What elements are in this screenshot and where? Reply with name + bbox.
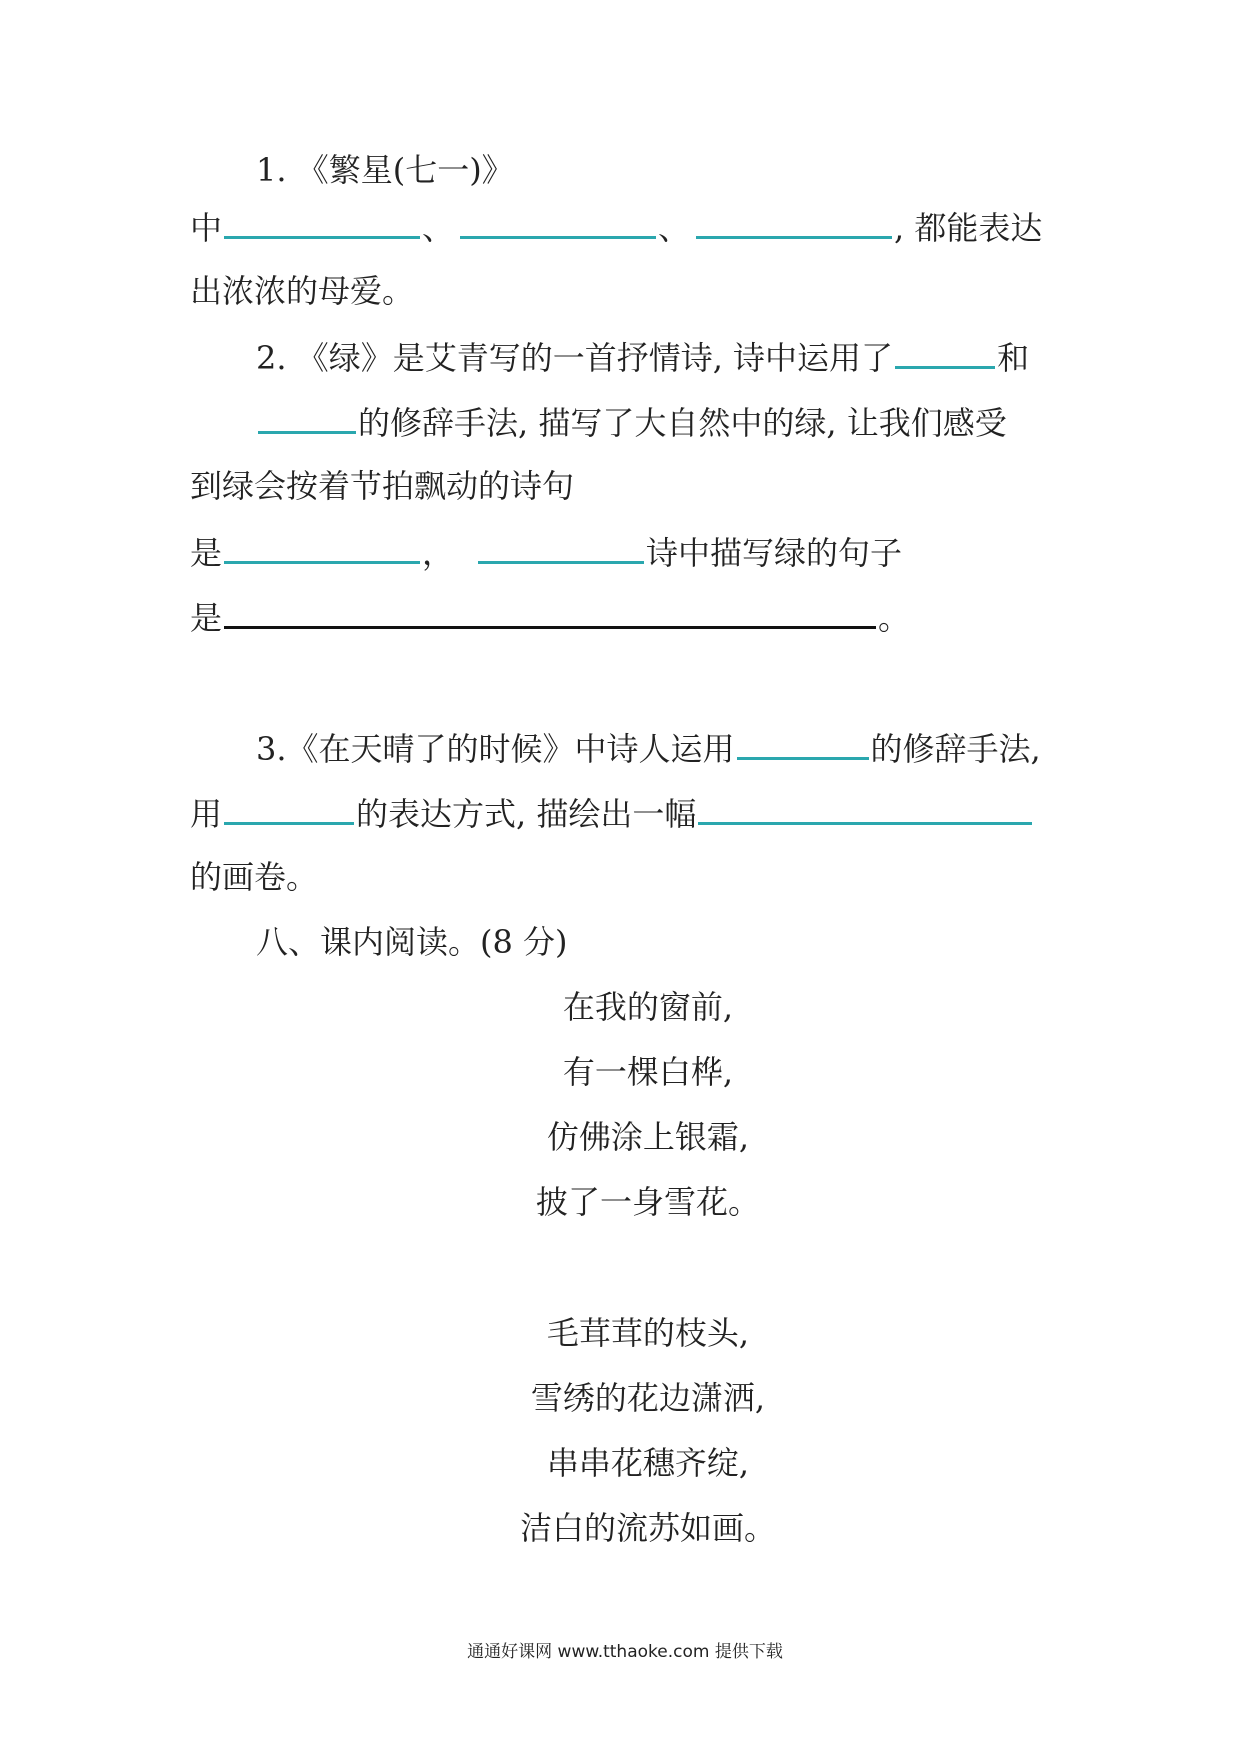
- poem-line: 有一棵白桦,: [562, 1053, 734, 1091]
- q1-line2-end: , 都能表达: [894, 209, 1043, 247]
- q2-line4-sep: ，: [422, 534, 455, 572]
- q1-title: 1. 《繁星(七一)》: [256, 151, 514, 189]
- q3-line1: [256, 727, 1041, 769]
- q3-blank-1[interactable]: [737, 727, 869, 760]
- q2-blank-5[interactable]: [224, 596, 876, 629]
- q2-line4: [190, 531, 902, 573]
- q3-line2-mid: 的表达方式, 描绘出一幅: [356, 795, 697, 833]
- q2-blank-4[interactable]: [478, 531, 644, 564]
- q2-line4-end: 诗中描写绿的句子: [646, 534, 903, 572]
- q2-blank-1[interactable]: [895, 336, 995, 369]
- q2-line1: [256, 336, 1029, 378]
- poem-line: 披了一身雪花。: [535, 1183, 760, 1221]
- q1-line2-start: 中: [190, 209, 223, 247]
- q2-line3: 到绿会按着节拍飘动的诗句: [190, 467, 575, 505]
- q3-line3: 的画卷。: [190, 858, 319, 896]
- q2-line5: [190, 596, 910, 638]
- q2-line4-start: 是: [190, 534, 223, 572]
- q3-line2: [190, 792, 1034, 834]
- q1-blank-2[interactable]: [460, 206, 656, 239]
- q1-line2: [190, 206, 1042, 248]
- poem-line: 串串花穗齐绽,: [546, 1444, 750, 1482]
- q2-line5-start: 是: [190, 599, 223, 637]
- q2-line2-text: 的修辞手法, 描写了大自然中的绿, 让我们感受: [358, 404, 1007, 442]
- poem-line: 仿佛涂上银霜,: [546, 1118, 750, 1156]
- poem-line: 在我的窗前,: [562, 988, 734, 1026]
- q1-line3: 出浓浓的母爱。: [190, 272, 415, 310]
- q1-blank-1[interactable]: [224, 206, 420, 239]
- q1-sep-2: 、: [658, 209, 691, 247]
- q2-line1-text: 2. 《绿》是艾青写的一首抒情诗, 诗中运用了: [256, 339, 894, 377]
- poem-line: 雪绣的花边潇洒,: [530, 1379, 766, 1417]
- q1-blank-3[interactable]: [696, 206, 892, 239]
- q2-blank-3[interactable]: [224, 531, 420, 564]
- q3-line1-text: 3.《在天晴了的时候》中诗人运用: [256, 730, 735, 768]
- q2-line5-end: 。: [878, 599, 911, 637]
- poem-line: 毛茸茸的枝头,: [546, 1314, 750, 1352]
- q3-line1-end: 的修辞手法,: [870, 730, 1041, 768]
- q3-blank-3[interactable]: [698, 792, 1032, 825]
- q2-blank-2[interactable]: [258, 401, 356, 434]
- q3-line2-start: 用: [190, 795, 223, 833]
- q2-line1-end: 和: [997, 339, 1030, 377]
- poem-line: 洁白的流苏如画。: [519, 1509, 776, 1547]
- q1-sep-1: 、: [422, 209, 455, 247]
- footer-text: 通通好课网 www.tthaoke.com 提供下载: [467, 1642, 783, 1662]
- q2-line2: [256, 401, 1007, 443]
- section-8-title: 八、课内阅读。(8 分): [256, 923, 568, 961]
- q3-blank-2[interactable]: [224, 792, 354, 825]
